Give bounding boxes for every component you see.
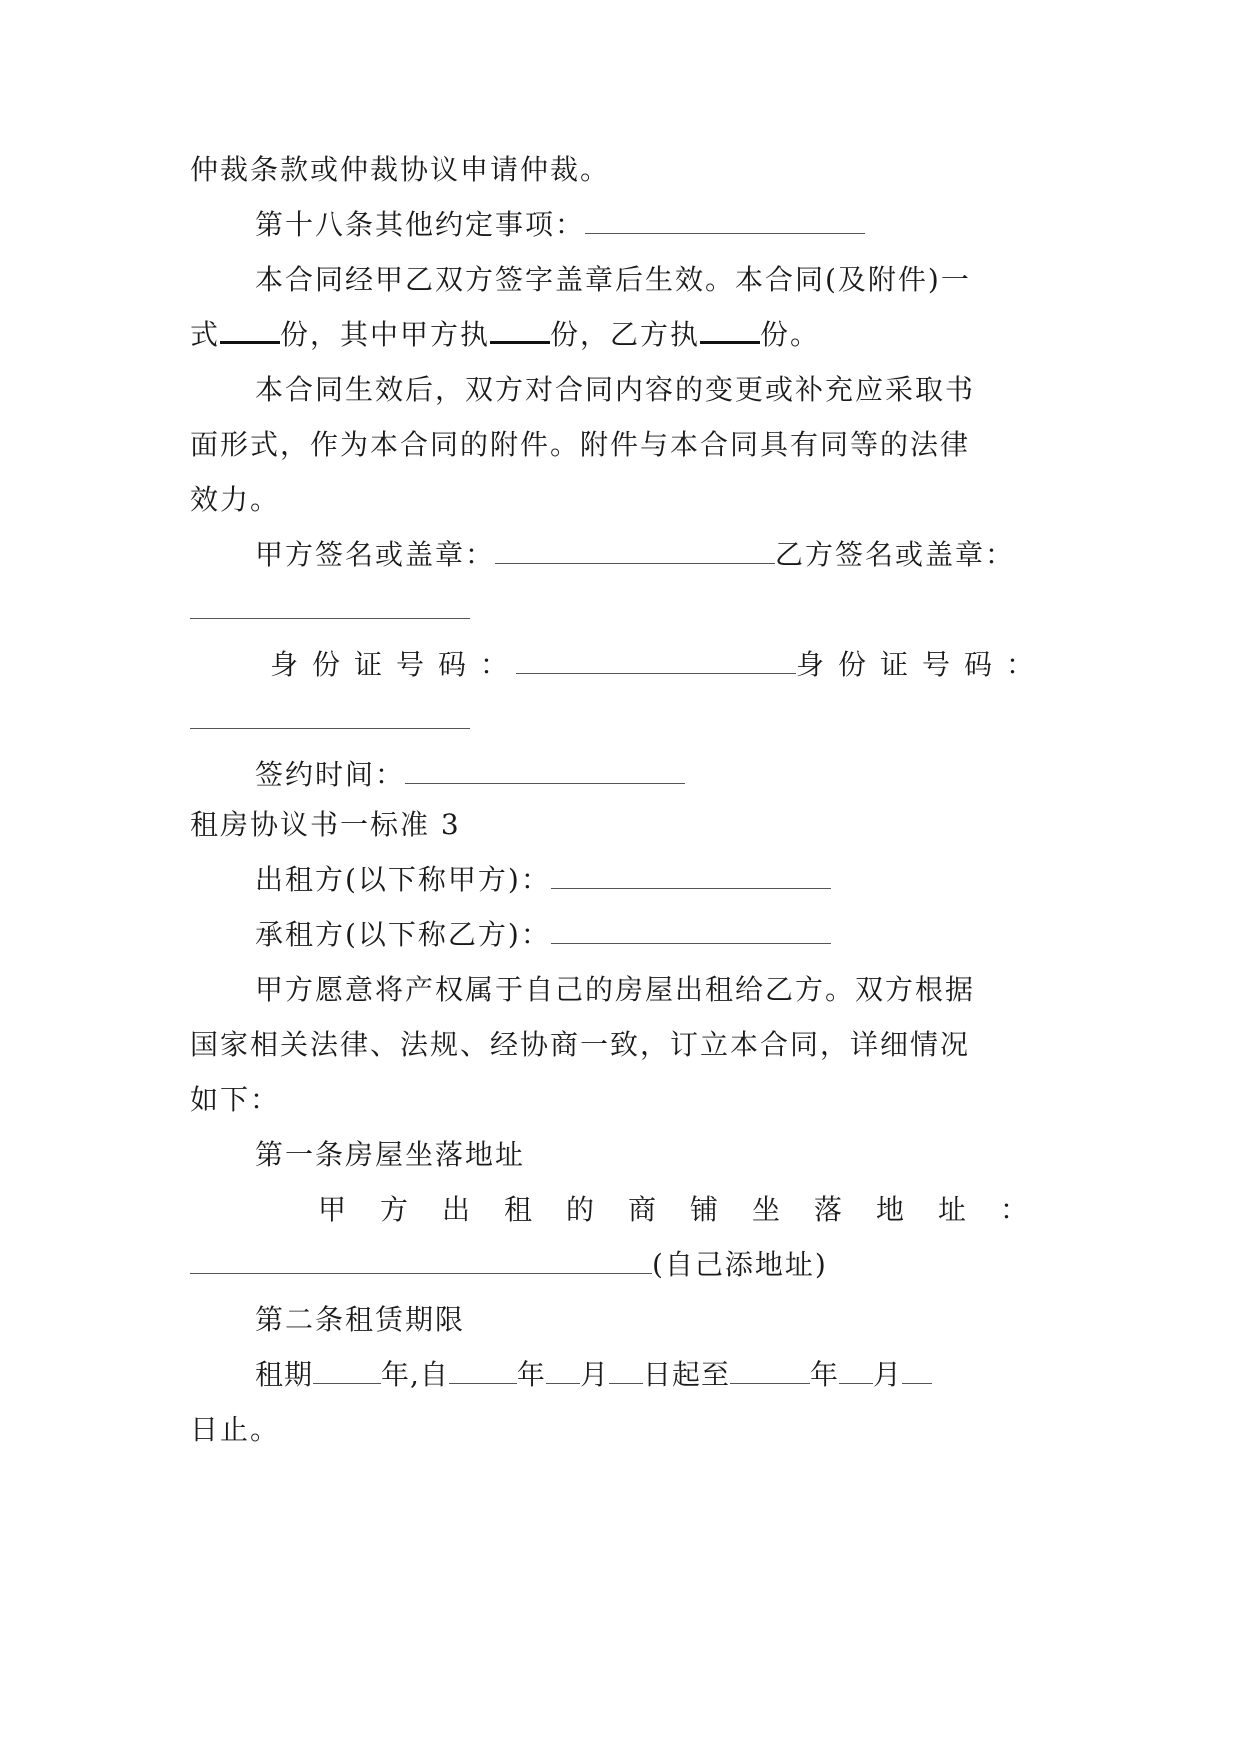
text: 式 [190,318,221,351]
blank-line [546,1357,580,1384]
lessee-line [255,915,831,955]
blank-line [609,1357,643,1384]
blank-line [551,917,831,944]
text: 月 [872,1358,902,1391]
clause-2-title: 第二条租赁期限 [255,1303,466,1336]
text: 年 [516,1358,546,1391]
blank-line [839,1357,873,1384]
section-title: 租房协议书一标准 3 [190,808,461,841]
text-line: 如下： [190,1083,281,1116]
party-b-signature-label: 乙方签名或盖章： [775,538,1016,571]
blank-line [551,862,831,889]
blank-line [220,317,280,344]
text-line: 本合同生效后，双方对合同内容的变更或补充应采取书 [255,373,976,406]
signature-line [255,535,1015,575]
text: 份，乙方执 [550,318,701,351]
copies-line [190,315,820,355]
blank-line [490,317,550,344]
text-line: 甲方愿意将产权属于自己的房屋出租给乙方。双方根据 [255,973,976,1006]
text-line: 国家相关法律、法规、经协商一致，订立本合同，详细情况 [190,1028,971,1061]
text: 份。 [760,318,821,351]
text: 租期 [255,1358,314,1391]
text: 年,自 [381,1358,449,1391]
lessor-line [255,860,831,900]
blank-line [516,647,796,674]
text-line: 效力。 [190,483,281,516]
text-line: 面形式，作为本合同的附件。附件与本合同具有同等的法律 [190,428,971,461]
clause-18-label: 第十八条其他约定事项： [255,208,586,241]
blank-line [495,537,775,564]
blank-line-row [190,700,470,740]
clause-18-line [255,205,865,245]
blank-line [405,757,685,784]
clause-1-title: 第一条房屋坐落地址 [255,1138,526,1171]
address-blank-line [190,1245,828,1285]
id-number-line [270,645,1048,685]
blank-line [190,1247,652,1274]
party-a-id-label: 身份证号码： [270,648,523,681]
blank-line [449,1357,517,1384]
text-line: 日止。 [190,1413,281,1446]
blank-line [190,592,470,619]
text-line: 本合同经甲乙双方签字盖章后生效。本合同(及附件)一 [255,263,971,296]
address-label-line: 甲方出租的商铺坐落地址： [318,1193,1063,1226]
signing-date-label: 签约时间： [255,758,406,791]
text: 年 [809,1358,839,1391]
blank-line [730,1357,810,1384]
blank-line [902,1357,932,1384]
lease-term-line [255,1355,932,1395]
address-hint: (自己添地址) [652,1248,828,1281]
blank-line [700,317,760,344]
party-a-signature-label: 甲方签名或盖章： [255,538,496,571]
party-b-id-label: 身份证号码： [796,648,1049,681]
blank-line [190,702,470,729]
lessor-label: 出租方(以下称甲方)： [255,863,551,896]
text: 月 [579,1358,609,1391]
text: 份，其中甲方执 [280,318,491,351]
blank-line [585,207,865,234]
lessee-label: 承租方(以下称乙方)： [255,918,551,951]
blank-line-row [190,590,470,630]
text: 日起至 [642,1358,730,1391]
text-line: 仲裁条款或仲裁协议申请仲裁。 [190,153,611,186]
blank-line [313,1357,381,1384]
signing-date-line [255,755,685,795]
